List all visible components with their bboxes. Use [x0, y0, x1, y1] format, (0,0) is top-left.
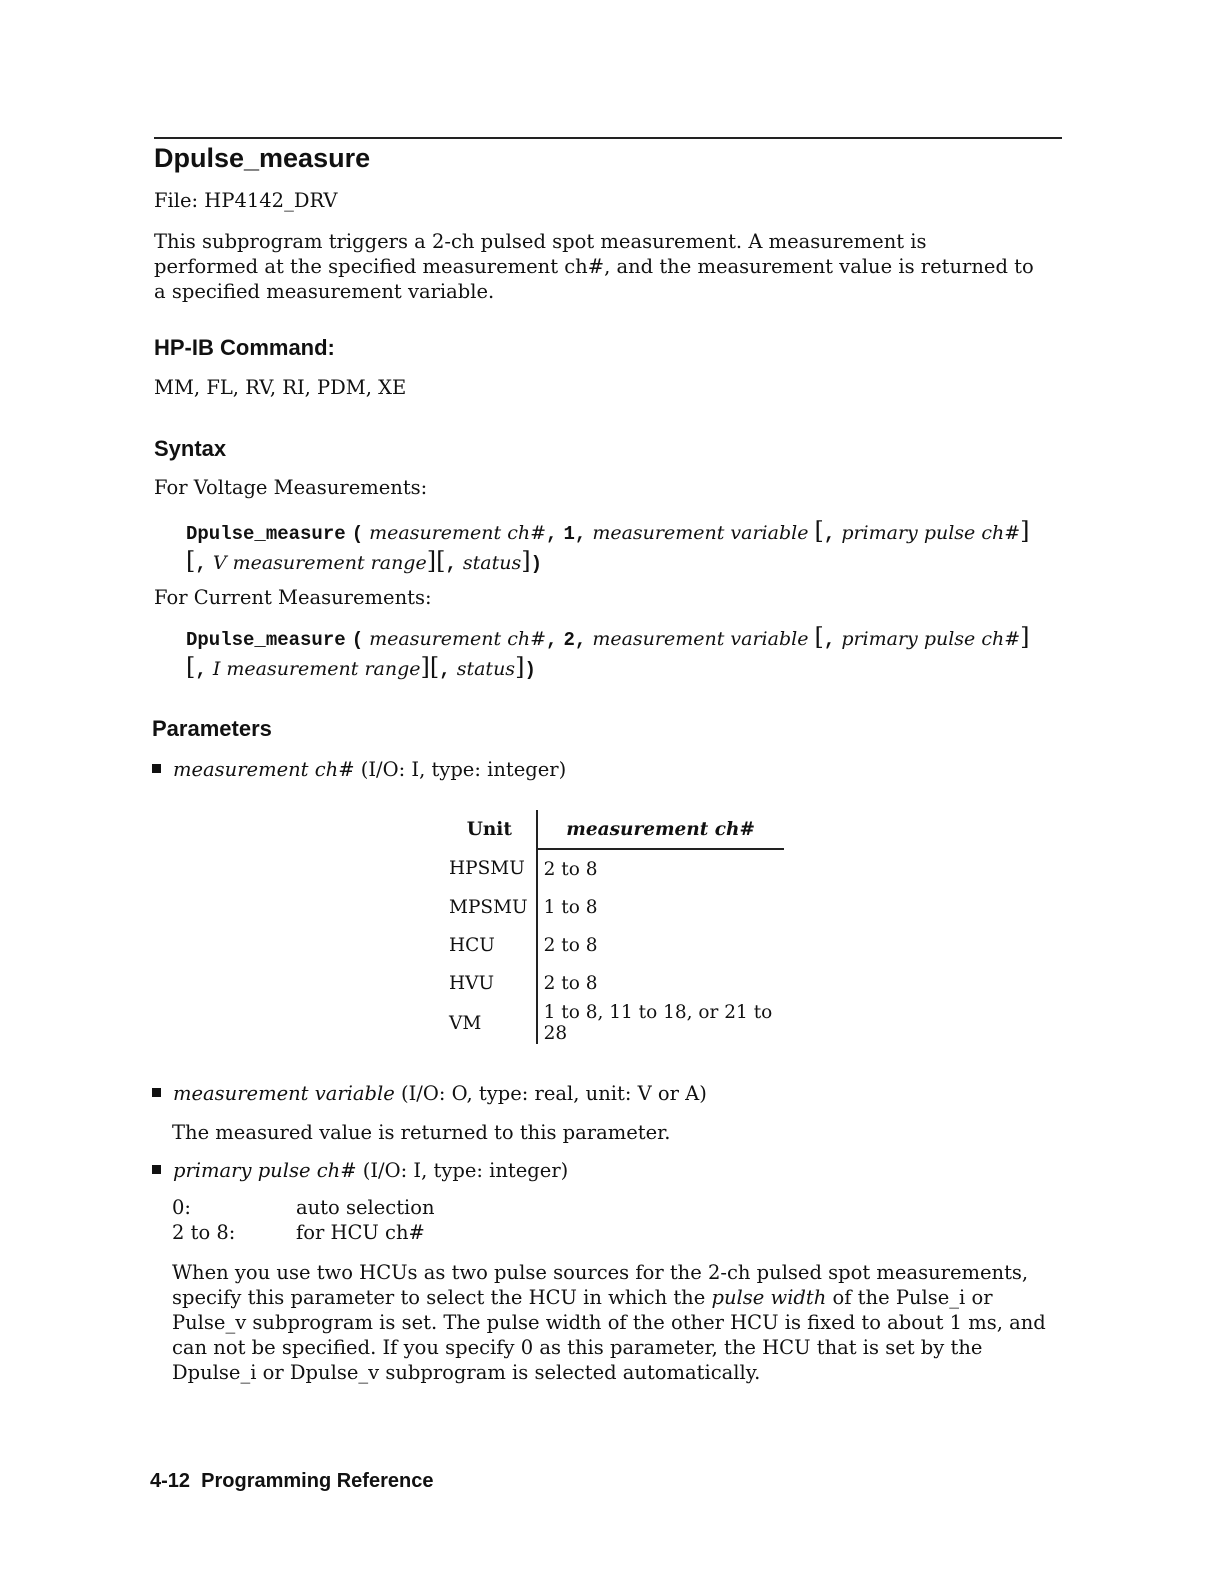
- current-syntax-line-1: [186, 624, 1066, 654]
- comma: ,: [546, 629, 558, 651]
- col-header-ch: [537, 810, 784, 849]
- file-line: File: HP4142_DRV: [154, 189, 338, 212]
- parameters-heading: Parameters: [152, 716, 272, 741]
- current-syntax-line-2: [186, 654, 1066, 684]
- voltage-syntax-line-2: [186, 548, 1066, 578]
- comma: ,: [195, 553, 207, 575]
- cell-ch: 1 to 8, 11 to 18, or 21 to 28: [543, 1002, 773, 1044]
- bracket-open: [: [814, 623, 824, 651]
- value-key: 0:: [172, 1196, 191, 1219]
- paragraph-emphasis: pulse width: [711, 1286, 827, 1309]
- cell-ch: 1 to 8: [543, 896, 598, 918]
- current-label: For Current Measurements:: [154, 586, 432, 609]
- table-header-row: [443, 810, 784, 849]
- bracket-close: ]: [521, 547, 531, 575]
- comma: ,: [546, 523, 558, 545]
- arg-measurement-ch: measurement ch#: [369, 628, 547, 650]
- param-measurement-variable-text: The measured value is returned to this parameter.: [172, 1121, 671, 1144]
- hpib-heading: HP-IB Command:: [154, 335, 335, 360]
- bracket-close: ]: [1020, 623, 1030, 651]
- paragraph-text-a: When you use two HCUs as two pulse sources for the 2-ch pulsed spot measurements, specify this parameter to select the HCU in which the: [172, 1261, 1029, 1309]
- table-row: [443, 1002, 784, 1044]
- arg-status: status: [456, 658, 516, 680]
- bracket-open: [: [186, 547, 196, 575]
- arg-measurement-ch: measurement ch#: [369, 522, 547, 544]
- header-rule: [154, 137, 1062, 139]
- cell-unit: HPSMU: [443, 849, 537, 888]
- bracket-close: ]: [426, 547, 437, 575]
- param-name: measurement ch#: [173, 758, 355, 781]
- table-row: [443, 888, 784, 926]
- param-name: primary pulse ch#: [173, 1159, 357, 1182]
- unit-table: [443, 810, 784, 1044]
- cell-ch: 2 to 8: [543, 858, 598, 880]
- unit-table-grid: [443, 810, 784, 1044]
- col-header-unit: Unit: [443, 810, 537, 849]
- comma: ,: [439, 659, 451, 681]
- paragraph-text-b: of the Pulse_i or Pulse_v subprogram is set. The pulse width of the other HCU is fixed to about 1 ms, and can not be specified. If you specify 0 as this parameter, the HCU that is set by the Dpulse_i or Dpulse_v subprogram is selected automatically.: [172, 1286, 1046, 1384]
- col-header-ch-text: measurement ch#: [566, 818, 755, 840]
- voltage-label: For Voltage Measurements:: [154, 476, 428, 499]
- bracket-open: [: [186, 653, 196, 681]
- syntax-heading: Syntax: [154, 436, 227, 461]
- bullet-icon: [152, 764, 161, 773]
- primary-pulse-values: [172, 1195, 435, 1245]
- cell-ch: 2 to 8: [543, 934, 598, 956]
- open-paren: (: [351, 629, 364, 651]
- page-footer: 4-12 Programming Reference: [150, 1470, 434, 1492]
- bracket-open: [: [436, 547, 446, 575]
- bracket-close: ]: [1020, 517, 1030, 545]
- arg-i-range: I measurement range: [212, 658, 421, 680]
- param-desc: (I/O: O, type: real, unit: V or A): [401, 1082, 707, 1105]
- comma: ,: [823, 523, 836, 545]
- cell-unit: HCU: [443, 926, 537, 964]
- param-desc: (I/O: I, type: integer): [360, 758, 567, 781]
- comma: ,: [574, 629, 587, 651]
- voltage-syntax-line-1: [186, 518, 1066, 548]
- param-measurement-variable: [152, 1081, 707, 1106]
- comma: ,: [823, 629, 836, 651]
- table-row: [443, 849, 784, 888]
- intro-paragraph: This subprogram triggers a 2-ch pulsed spot measurement. A measurement is performed at the specified measurement ch#, and the measurement value is returned to a specified measurement variable.: [154, 230, 1034, 303]
- arg-status: status: [462, 552, 522, 574]
- bracket-open: [: [429, 653, 440, 681]
- function-name: Dpulse_measure: [186, 629, 346, 651]
- bracket-close: ]: [515, 653, 525, 681]
- primary-pulse-paragraph: [172, 1260, 1052, 1385]
- param-name: measurement variable: [173, 1082, 395, 1105]
- cell-unit: MPSMU: [443, 888, 537, 926]
- cell-ch: 2 to 8: [543, 972, 598, 994]
- hpib-commands: MM, FL, RV, RI, PDM, XE: [154, 376, 407, 399]
- comma: ,: [195, 659, 207, 681]
- function-name: Dpulse_measure: [186, 523, 346, 545]
- bracket-open: [: [814, 517, 824, 545]
- arg-v-range: V measurement range: [212, 552, 427, 574]
- arg-primary-pulse-ch: primary pulse ch#: [841, 628, 1021, 650]
- table-row: [443, 964, 784, 1002]
- arg-primary-pulse-ch: primary pulse ch#: [841, 522, 1021, 544]
- close-paren: ): [524, 659, 536, 681]
- bullet-icon: [152, 1088, 161, 1097]
- value-desc: auto selection: [296, 1196, 435, 1219]
- param-primary-pulse-ch: [152, 1158, 568, 1183]
- cell-unit: HVU: [443, 964, 537, 1002]
- bullet-icon: [152, 1165, 161, 1174]
- param-desc: (I/O: I, type: integer): [362, 1159, 569, 1182]
- table-row: [443, 926, 784, 964]
- arg-measurement-variable: measurement variable: [592, 628, 809, 650]
- open-paren: (: [351, 523, 364, 545]
- comma: ,: [574, 523, 587, 545]
- mode-value: 1: [563, 523, 575, 545]
- current-syntax: [186, 624, 1066, 684]
- cell-unit: VM: [443, 1002, 537, 1044]
- mode-value: 2: [563, 629, 575, 651]
- comma: ,: [445, 553, 457, 575]
- bracket-close: ]: [420, 653, 430, 681]
- page-title: Dpulse_measure: [154, 143, 371, 173]
- param-measurement-ch: [152, 757, 566, 782]
- close-paren: ): [530, 553, 543, 575]
- voltage-syntax: [186, 518, 1066, 578]
- value-desc: for HCU ch#: [296, 1221, 425, 1244]
- value-key: 2 to 8:: [172, 1221, 236, 1244]
- arg-measurement-variable: measurement variable: [592, 522, 809, 544]
